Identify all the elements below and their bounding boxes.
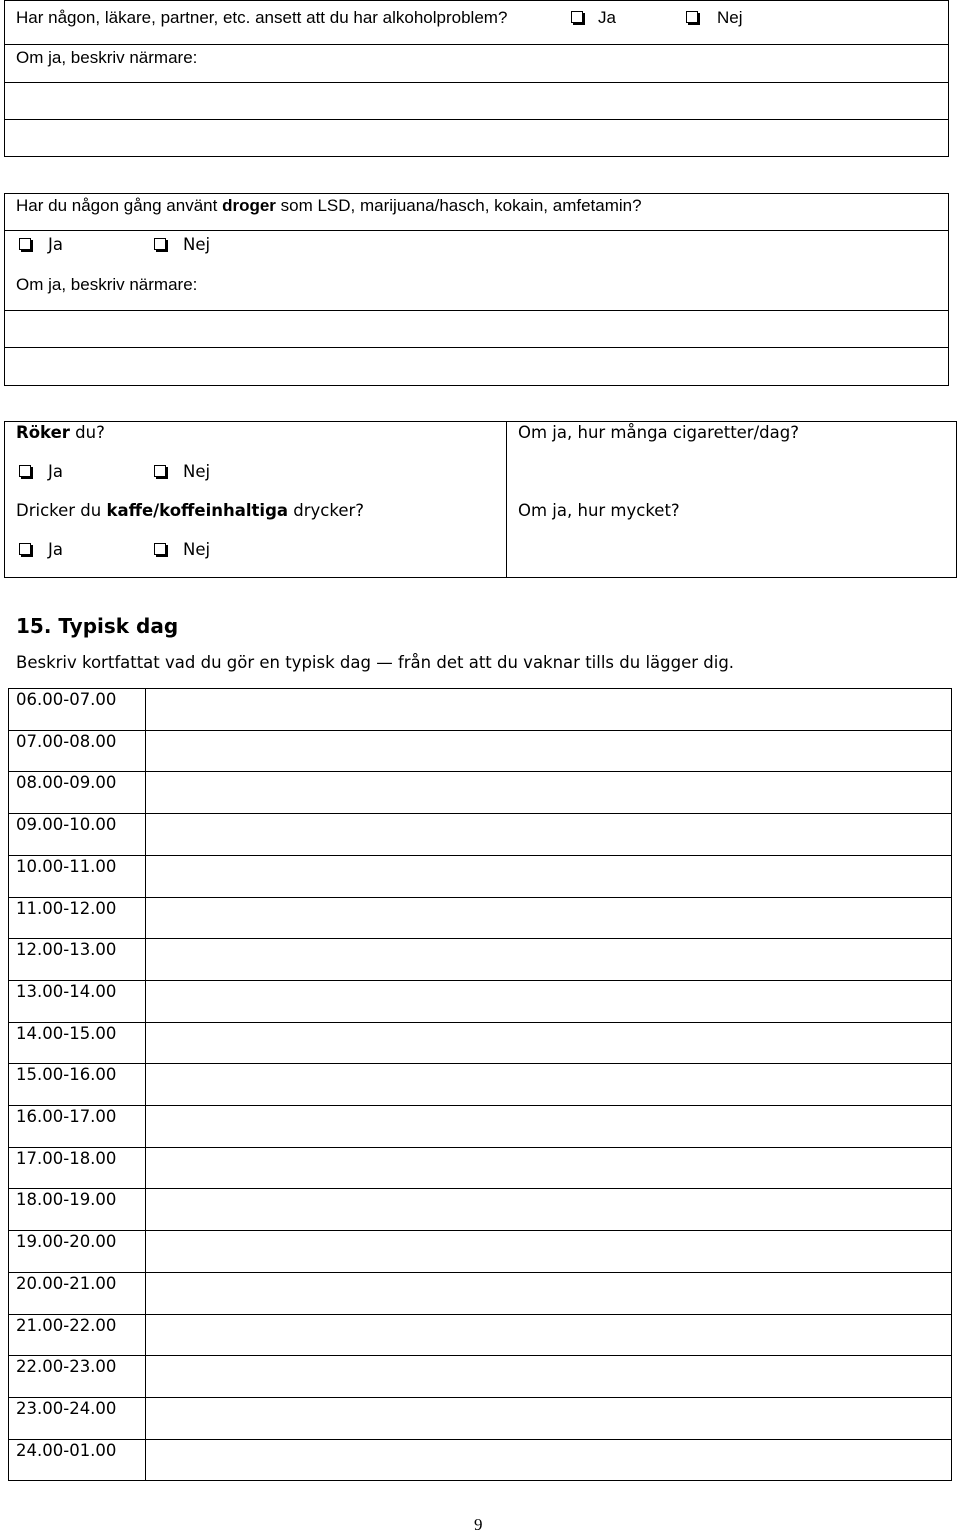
time-slot-label: 08.00-09.00 [16,773,117,793]
row-divider [8,1272,952,1273]
time-slot-activity-field[interactable] [148,1065,950,1103]
time-slot-activity-field[interactable] [148,982,950,1020]
time-slot-activity-field[interactable] [148,1357,950,1395]
cigarettes-per-day-label: Om ja, hur många cigaretter/dag? [518,423,799,442]
time-slot-label: 16.00-17.00 [16,1107,117,1126]
drugs-no-checkbox[interactable] [154,238,166,250]
time-slot-label: 21.00-22.00 [16,1315,117,1335]
time-slot-label: 22.00-23.00 [16,1357,117,1377]
time-slot-activity-field[interactable] [148,940,950,978]
time-slot-activity-field[interactable] [148,1441,950,1479]
alcohol-yes-checkbox[interactable] [571,11,583,23]
drugs-yes-checkbox[interactable] [19,238,31,250]
time-slot-label: 09.00-10.00 [16,815,117,835]
time-slot-label: 07.00-08.00 [16,731,117,751]
time-slot-label: 14.00-15.00 [16,1023,117,1043]
time-slot-label: 23.00-24.00 [16,1398,117,1418]
alcohol-describe-field-2[interactable] [6,121,947,155]
time-slot-activity-field[interactable] [148,732,950,770]
time-slot-activity-field[interactable] [148,1107,950,1145]
coffee-no-label: Nej [183,540,211,559]
time-slot-activity-field[interactable] [148,773,950,811]
row-divider [8,1022,952,1023]
divider [4,44,949,45]
time-slot-activity-field[interactable] [148,1274,950,1312]
row-divider [8,855,952,856]
row-divider [8,1397,952,1398]
row-divider [8,1314,952,1315]
row-divider [8,1355,952,1356]
drugs-question: Har du någon gång använt droger som LSD, marijuana/hasch, kokain, amfetamin? [16,196,642,215]
coffee-question: Dricker du kaffe/koffeinhaltiga drycker? [16,501,365,520]
section-instruction: Beskriv kortfattat vad du gör en typisk dag — från det att du vaknar tills du lägger dig. [16,653,735,672]
smoke-yes-label: Ja [48,462,63,481]
row-divider [8,1230,952,1231]
divider [4,230,949,231]
coffee-amount-label: Om ja, hur mycket? [518,501,680,520]
time-slot-activity-field[interactable] [148,1190,950,1228]
divider [4,347,949,348]
time-slot-label: 13.00-14.00 [16,981,117,1001]
time-slot-label: 15.00-16.00 [16,1065,117,1085]
smoke-question: Röker du? [16,423,105,442]
row-divider [8,730,952,731]
drugs-no-label: Nej [183,235,211,254]
time-slot-label: 17.00-18.00 [16,1148,117,1168]
time-slot-activity-field[interactable] [148,899,950,937]
time-slot-label: 20.00-21.00 [16,1273,117,1293]
time-slot-activity-field[interactable] [148,1232,950,1270]
divider [4,82,949,83]
smoke-yes-checkbox[interactable] [19,465,31,477]
alcohol-question: Har någon, läkare, partner, etc. ansett att du har alkoholproblem? [16,8,508,27]
row-divider [8,938,952,939]
row-divider [8,1147,952,1148]
row-divider [8,980,952,981]
row-divider [8,897,952,898]
time-slot-label: 24.00-01.00 [16,1440,117,1460]
row-divider [8,1105,952,1106]
page-number: 9 [474,1515,483,1534]
time-slot-activity-field[interactable] [148,857,950,895]
cigarettes-per-day-field[interactable] [510,445,954,495]
coffee-no-checkbox[interactable] [154,543,166,555]
drugs-describe-field-2[interactable] [6,349,947,384]
row-divider [8,771,952,772]
time-slot-label: 19.00-20.00 [16,1232,117,1252]
coffee-yes-label: Ja [48,540,63,559]
column-divider [145,688,146,1481]
time-slot-activity-field[interactable] [148,1399,950,1437]
time-slot-activity-field[interactable] [148,1024,950,1062]
time-slot-activity-field[interactable] [148,690,950,728]
drugs-describe-field-1[interactable] [6,312,947,346]
time-slot-label: 11.00-12.00 [16,898,117,918]
time-slot-activity-field[interactable] [148,1316,950,1354]
time-slot-activity-field[interactable] [148,1149,950,1187]
column-divider [506,421,507,578]
alcohol-describe-label: Om ja, beskriv närmare: [16,48,198,67]
time-slot-activity-field[interactable] [148,815,950,853]
row-divider [8,813,952,814]
row-divider [8,1439,952,1440]
divider [4,310,949,311]
alcohol-yes-label: Ja [598,8,616,27]
row-divider [8,1188,952,1189]
alcohol-no-checkbox[interactable] [686,11,698,23]
row-divider [8,1063,952,1064]
section-title: 15. Typisk dag [16,614,179,638]
divider [4,119,949,120]
smoke-no-label: Nej [183,462,211,481]
time-slot-label: 06.00-07.00 [16,690,117,709]
time-slot-label: 12.00-13.00 [16,940,117,960]
time-slot-label: 18.00-19.00 [16,1190,117,1210]
coffee-yes-checkbox[interactable] [19,543,31,555]
alcohol-describe-field-1[interactable] [6,84,947,118]
coffee-amount-field[interactable] [510,523,954,575]
smoke-no-checkbox[interactable] [154,465,166,477]
time-slot-label: 10.00-11.00 [16,856,117,876]
drugs-yes-label: Ja [48,235,63,254]
drugs-describe-label: Om ja, beskriv närmare: [16,275,198,294]
alcohol-no-label: Nej [717,8,743,27]
